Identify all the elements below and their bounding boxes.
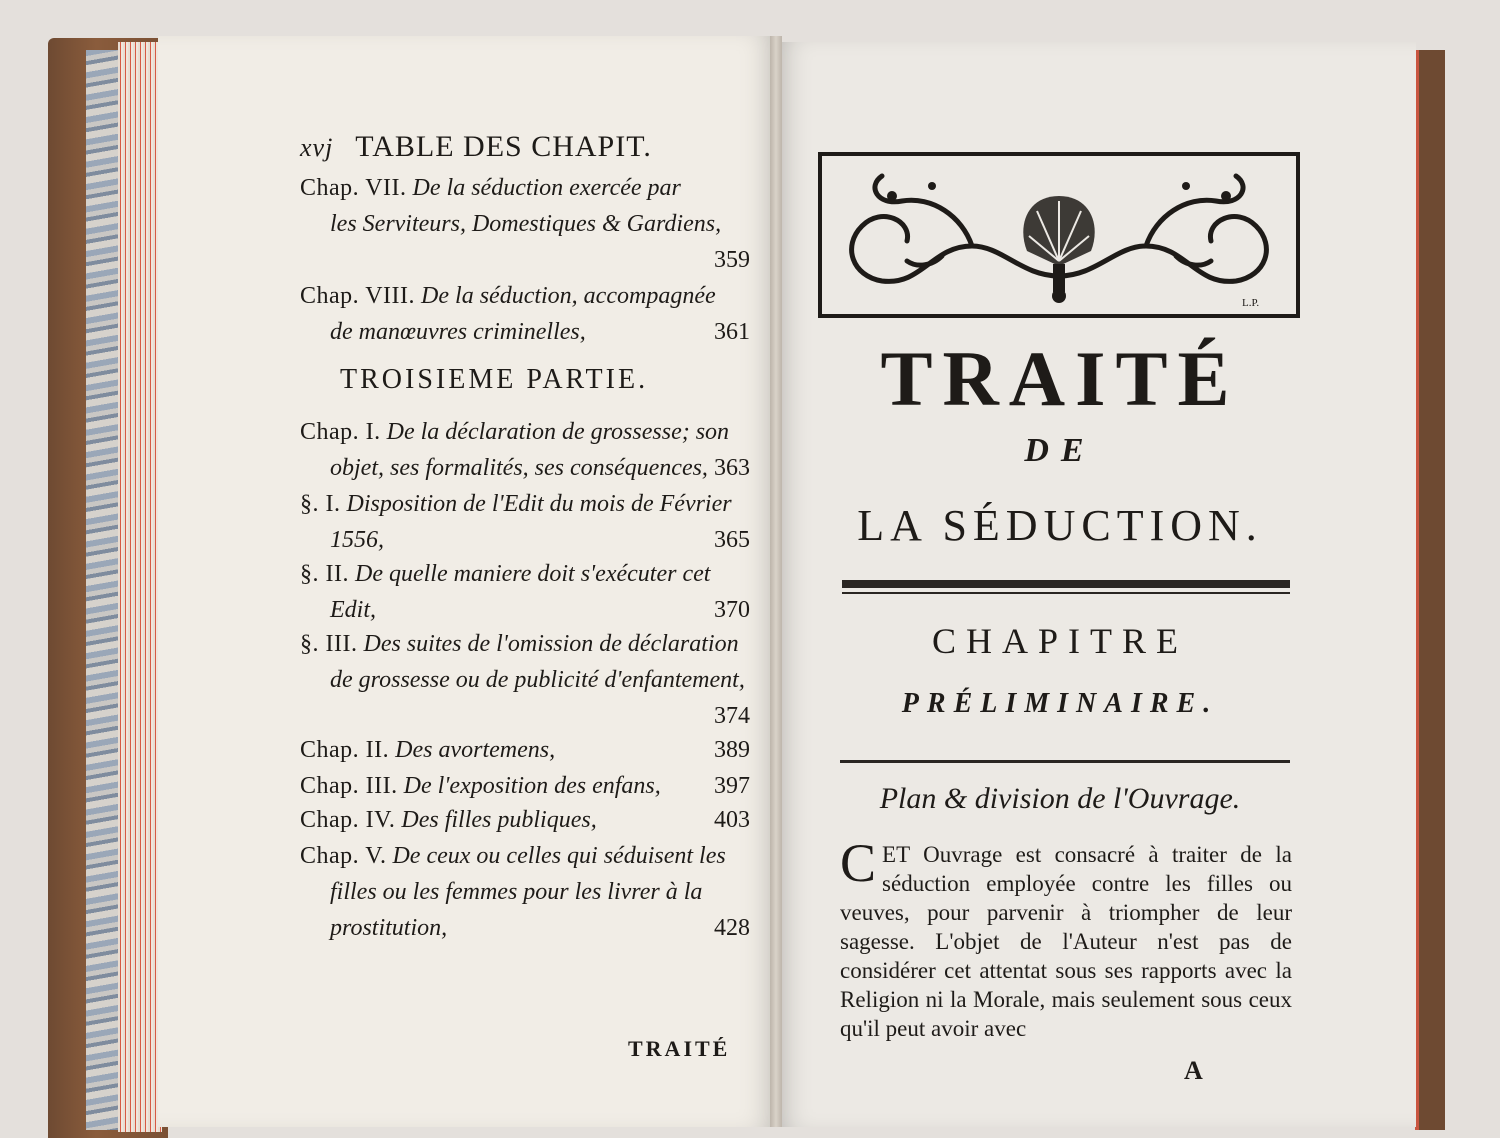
toc-page-number: 361 — [714, 319, 750, 345]
toc-entry: Chap. III. De l'exposition des enfans, 397 — [300, 768, 750, 804]
toc-entry: §. II. De quelle maniere doit s'exécuter cet Edit, 370 — [300, 556, 750, 628]
toc-page-number: 428 — [714, 915, 750, 941]
section-title: Plan & division de l'Ouvrage. — [879, 782, 1241, 815]
double-rule-thin — [842, 592, 1290, 594]
body-paragraph — [840, 833, 1292, 1043]
page-edges — [118, 42, 162, 1132]
toc-page-number: 370 — [714, 597, 750, 623]
toc-entry: §. I. Disposition de l'Edit du mois de Février 1556, 365 — [300, 486, 750, 558]
ornament-icon — [822, 156, 1296, 314]
toc-entry: Chap. IV. Des filles publiques, 403 — [300, 802, 750, 838]
toc-page-number: 397 — [714, 773, 750, 799]
title-de: DE — [1024, 432, 1096, 469]
running-head — [300, 130, 652, 164]
ornament-mark: L.P. — [1242, 297, 1260, 309]
signature-mark: A — [1184, 1056, 1203, 1085]
toc-page-number: 403 — [714, 807, 750, 833]
drop-cap: C — [840, 833, 877, 893]
chapter-subheading: PRÉLIMINAIRE. — [901, 688, 1219, 719]
book-binding-right — [1415, 50, 1445, 1130]
toc-page-number: 363 — [714, 455, 750, 481]
toc-entry: Chap. VIII. De la séduction, accompagnée de manœuvres criminelles, 361 — [300, 278, 750, 350]
double-rule-thick — [842, 580, 1290, 588]
toc-page-number: 374 — [714, 703, 750, 729]
page-number: xvj — [300, 133, 334, 162]
toc-entry: Chap. I. De la déclaration de grossesse; son objet, ses formalités, ses conséquences, 363 — [300, 414, 750, 486]
part-heading: TROISIEME PARTIE. — [340, 364, 649, 395]
ornament-headpiece — [818, 152, 1300, 318]
book-gutter — [770, 36, 782, 1127]
title-subject: LA SÉDUCTION. — [857, 501, 1263, 550]
toc-entry: §. III. Des suites de l'omission de déclaration de grossesse ou de publicité d'enfantement, 374 — [300, 626, 750, 734]
toc-entry: Chap. V. De ceux ou celles qui séduisent les filles ou les femmes pour les livrer à la prostitution, 428 — [300, 838, 750, 946]
running-head-title: TABLE DES CHAPIT. — [355, 130, 652, 163]
catchword: TRAITÉ — [628, 1036, 731, 1061]
toc-page-number: 365 — [714, 527, 750, 553]
body-text: ET Ouvrage est consacré à traiter de la séduction employée contre les filles ou veuves, pour parvenir à triompher de leur sagesse. L'objet de l'Auteur n'est pas de considérer cet attentat sous ses rapports avec la Religion ni la Morale, mais seulement sous ceux qu'il peut avoir avec — [840, 842, 1292, 1041]
marbled-endpaper — [86, 50, 118, 1130]
toc-entry: Chap. II. Des avortemens, 389 — [300, 732, 750, 768]
toc-page-number: 389 — [714, 737, 750, 763]
toc-page-number: 359 — [714, 247, 750, 273]
chapter-heading: CHAPITRE — [931, 621, 1188, 661]
title-main: TRAITÉ — [880, 335, 1240, 422]
section-rule — [840, 760, 1290, 763]
toc-entry: Chap. VII. De la séduction exercée par les Serviteurs, Domestiques & Gardiens, 359 — [300, 170, 750, 278]
